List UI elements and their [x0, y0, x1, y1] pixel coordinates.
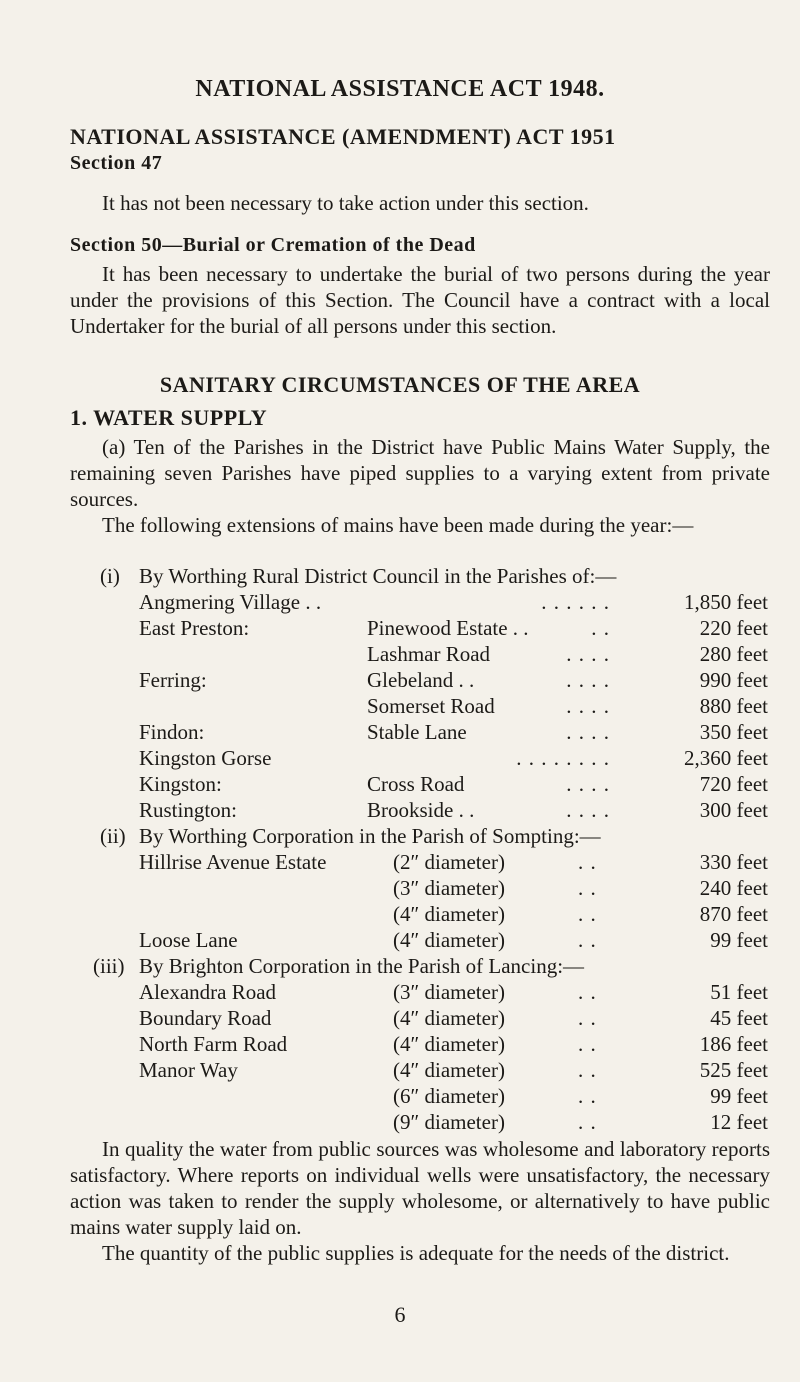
section-47-text: It has not been necessary to take action under this section.: [102, 191, 589, 215]
row-length: 330 feet: [699, 850, 768, 874]
row-leader-dots: . . . .: [566, 798, 610, 822]
row-diameter: (4″ diameter): [393, 902, 505, 926]
row-place: East Preston:: [139, 616, 250, 640]
row-place: Rustington:: [139, 798, 238, 822]
row-leader-dots: . .: [591, 616, 610, 640]
row-place: Boundary Road: [139, 1006, 272, 1030]
list-intro-i: By Worthing Rural District Council in the Parishes of:—: [139, 564, 617, 588]
row-place: Kingston:: [139, 772, 222, 796]
row-leader-dots: . .: [578, 1058, 597, 1082]
row-length: 99 feet: [710, 1084, 768, 1108]
row-diameter: (4″ diameter): [393, 1058, 505, 1082]
row-place: Alexandra Road: [139, 980, 277, 1004]
row-diameter: (4″ diameter): [393, 1006, 505, 1030]
row-diameter: (4″ diameter): [393, 928, 505, 952]
row-leader-dots: . .: [578, 902, 597, 926]
row-length: 240 feet: [699, 876, 768, 900]
row-length: 45 feet: [710, 1006, 768, 1030]
water-supply-heading: 1. WATER SUPPLY: [70, 405, 268, 430]
row-length: 2,360 feet: [684, 746, 768, 770]
list-label-i: (i): [100, 564, 120, 588]
row-leader-dots: . . . . . . . .: [516, 746, 610, 770]
row-location: Pinewood Estate . .: [367, 616, 529, 640]
amendment-title: NATIONAL ASSISTANCE (AMENDMENT) ACT 1951: [70, 124, 616, 149]
row-leader-dots: . .: [578, 876, 597, 900]
row-place: Angmering Village . .: [139, 590, 322, 614]
row-location: Brookside . .: [367, 798, 475, 822]
page-number: 6: [394, 1302, 406, 1327]
row-length: 51 feet: [710, 980, 768, 1004]
row-length: 350 feet: [699, 720, 768, 744]
row-length: 280 feet: [699, 642, 768, 666]
row-length: 525 feet: [699, 1058, 768, 1082]
row-length: 880 feet: [699, 694, 768, 718]
row-leader-dots: . .: [578, 1032, 597, 1056]
row-diameter: (4″ diameter): [393, 1032, 505, 1056]
row-diameter: (6″ diameter): [393, 1084, 505, 1108]
row-length: 990 feet: [699, 668, 768, 692]
list-intro-iii: By Brighton Corporation in the Parish of Lancing:—: [139, 954, 585, 978]
water-quantity-text: The quantity of the public supplies is adequate for the needs of the district.: [102, 1241, 730, 1265]
row-place: Manor Way: [139, 1058, 238, 1082]
row-leader-dots: . . . .: [566, 694, 610, 718]
row-leader-dots: . .: [578, 850, 597, 874]
water-extensions-intro: The following extensions of mains have been made during the year:—: [102, 513, 694, 537]
row-length: 99 feet: [710, 928, 768, 952]
row-leader-dots: . .: [578, 980, 597, 1004]
row-place: Hillrise Avenue Estate: [139, 850, 327, 874]
row-length: 12 feet: [710, 1110, 768, 1134]
row-leader-dots: . .: [578, 1084, 597, 1108]
list-label-ii: (ii): [100, 824, 126, 848]
row-location: Somerset Road: [367, 694, 495, 718]
list-label-iii: (iii): [93, 954, 125, 978]
row-leader-dots: . . . .: [566, 772, 610, 796]
row-leader-dots: . . . .: [566, 642, 610, 666]
row-leader-dots: . .: [578, 1110, 597, 1134]
row-location: Glebeland . .: [367, 668, 475, 692]
row-place: Findon:: [139, 720, 205, 744]
row-leader-dots: . .: [578, 1006, 597, 1030]
row-diameter: (3″ diameter): [393, 876, 505, 900]
row-leader-dots: . . . . . .: [541, 590, 610, 614]
row-location: Stable Lane: [367, 720, 467, 744]
row-place: Kingston Gorse: [139, 746, 272, 770]
list-intro-ii: By Worthing Corporation in the Parish of Sompting:—: [139, 824, 601, 848]
water-para-a: (a) Ten of the Parishes in the District have Public Mains Water Supply, the remaining seven Parishes have piped supplies to a varying extent from private sources.: [70, 435, 770, 511]
row-place: Loose Lane: [139, 928, 238, 952]
row-length: 1,850 feet: [684, 590, 768, 614]
row-length: 870 feet: [699, 902, 768, 926]
row-length: 300 feet: [699, 798, 768, 822]
row-place: North Farm Road: [139, 1032, 288, 1056]
row-length: 186 feet: [699, 1032, 768, 1056]
water-quality-text: In quality the water from public sources was wholesome and laboratory reports satisfactory. Where reports on individual wells were unsatisfactory, the necessary action was taken to render the supply wholesome, or alternatively to have public mains water supply laid on.: [70, 1137, 770, 1239]
section-47-heading: Section 47: [70, 152, 163, 174]
row-diameter: (9″ diameter): [393, 1110, 505, 1134]
row-length: 720 feet: [699, 772, 768, 796]
sanitary-heading: SANITARY CIRCUMSTANCES OF THE AREA: [159, 372, 641, 397]
row-location: Lashmar Road: [367, 642, 491, 666]
row-location: Cross Road: [367, 772, 465, 796]
row-diameter: (2″ diameter): [393, 850, 505, 874]
row-leader-dots: . . . .: [566, 668, 610, 692]
section-50-text: It has been necessary to undertake the burial of two persons during the year under the provisions of this Section. The Council have a contract with a local Undertaker for the burial of all persons under this section.: [70, 262, 770, 338]
section-50-heading: Section 50—Burial or Cremation of the Dead: [70, 234, 476, 256]
row-length: 220 feet: [699, 616, 768, 640]
page-title: NATIONAL ASSISTANCE ACT 1948.: [195, 76, 605, 102]
row-leader-dots: . . . .: [566, 720, 610, 744]
row-place: Ferring:: [139, 668, 207, 692]
row-leader-dots: . .: [578, 928, 597, 952]
row-diameter: (3″ diameter): [393, 980, 505, 1004]
